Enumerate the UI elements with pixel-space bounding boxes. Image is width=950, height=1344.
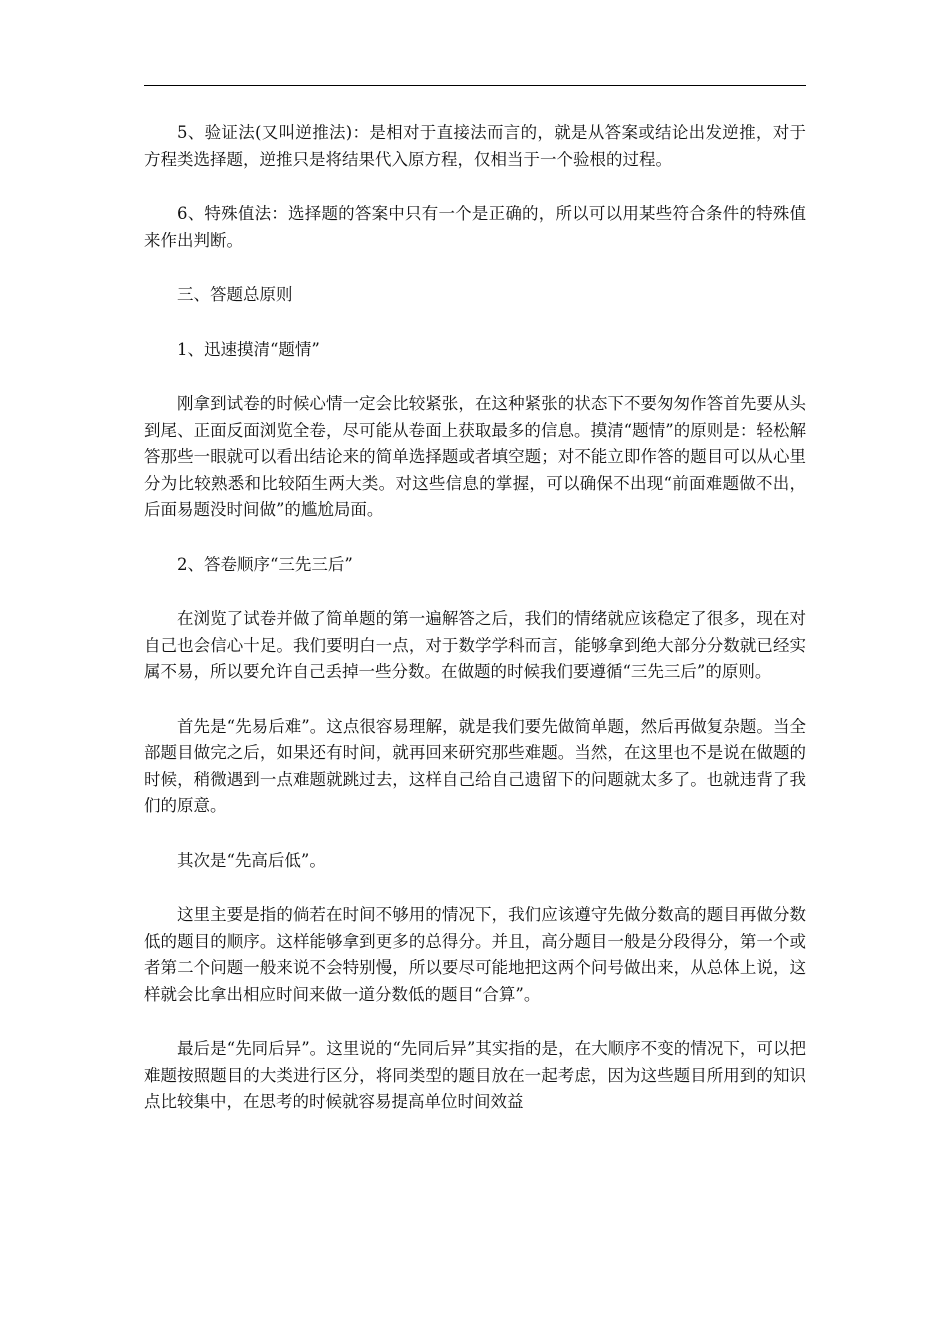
- paragraph-understand-questions: 刚拿到试卷的时候心情一定会比较紧张，在这种紧张的状态下不要匆匆作答首先要从头到尾、正面反面浏览全卷，尽可能从卷面上获取最多的信息。摸清“题情”的原则是：轻松解答那些一眼就可以看出结论来的简单选择题或者填空题；对不能立即作答的题目可以从心里分为比较熟悉和比较陌生两大类。对这些信息的掌握，可以确保不出现“前面难题做不出，后面易题没时间做”的尴尬局面。: [144, 394, 806, 519]
- paragraph-verification-method: 5、验证法(又叫逆推法)：是相对于直接法而言的，就是从答案或结论出发逆推，对于方程类选择题，逆推只是将结果代入原方程，仅相当于一个验根的过程。: [144, 123, 806, 169]
- section-heading-principles: 三、答题总原则: [177, 285, 293, 304]
- paragraph-answer-order: 在浏览了试卷并做了简单题的第一遍解答之后，我们的情绪就应该稳定了很多，现在对自己也会信心十足。我们要明白一点，对于数学学科而言，能够拿到绝大部分分数就已经实属不易，所以要允许自己丢掉一些分数。在做题的时候我们要遵循“三先三后”的原则。: [144, 609, 806, 681]
- subheading-answer-order: 2、答卷顺序“三先三后”: [177, 554, 353, 574]
- paragraph-easy-first: 首先是“先易后难”。这点很容易理解，就是我们要先做简单题，然后再做复杂题。当全部题目做完之后，如果还有时间，就再回来研究那些难题。当然，在这里也不是说在做题的时候，稍微遇到一点难题就跳过去，这样自己给自己遗留下的问题就太多了。也就违背了我们的原意。: [144, 716, 806, 815]
- subheading-understand-questions: 1、迅速摸清“题情”: [177, 339, 320, 359]
- paragraph-special-value-method: 6、特殊值法：选择题的答案中只有一个是正确的，所以可以用某些符合条件的特殊值来作出判断。: [144, 204, 806, 250]
- paragraph-high-first: 这里主要是指的倘若在时间不够用的情况下，我们应该遵守先做分数高的题目再做分数低的题目的顺序。这样能够拿到更多的总得分。并且，高分题目一般是分段得分，第一个或者第二个问题一般来说不会特别慢，所以要尽可能地把这两个问号做出来，从总体上说，这样就会比拿出相应时间来做一道分数低的题目“合算”。: [144, 905, 806, 1004]
- subheading-high-first: 其次是“先高后低”。: [177, 850, 326, 870]
- paragraph-same-first: 最后是“先同后异”。这里说的“先同后异”其实指的是，在大顺序不变的情况下，可以把难题按照题目的大类进行区分，将同类型的题目放在一起考虑，因为这些题目所用到的知识点比较集中，在思考的时候就容易提高单位时间效益: [144, 1039, 806, 1111]
- document-body: [144, 120, 806, 1144]
- header-rule: [144, 85, 806, 86]
